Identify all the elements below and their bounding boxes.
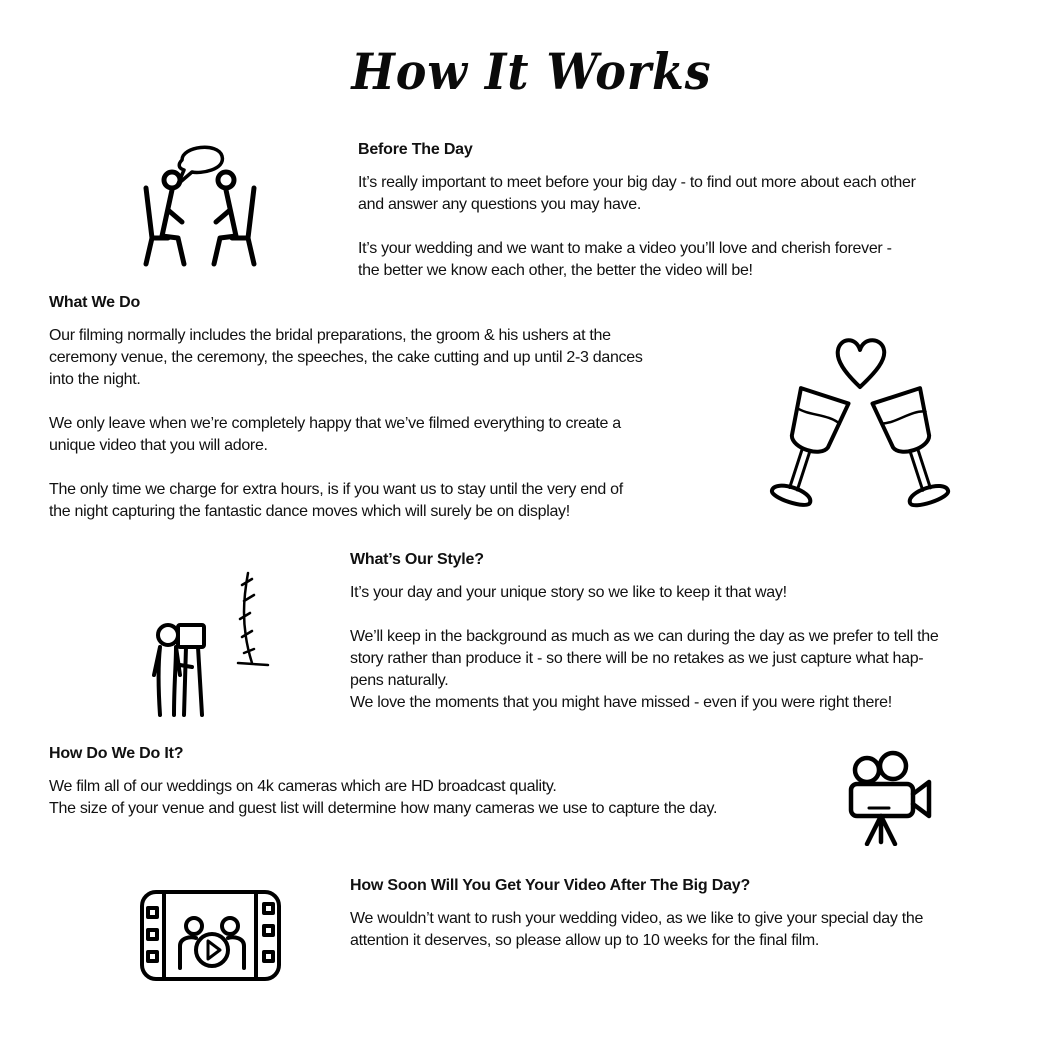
section-paragraph: It’s really important to meet before your big day - to find out more about each other and answer any questions you may have. (358, 174, 916, 213)
section-heading: How Soon Will You Get Your Video After The Big Day? (350, 877, 751, 894)
section-what-we-do (49, 293, 729, 523)
people-talking-icon (138, 138, 262, 268)
section-paragraph: We film all of our weddings on 4k cameras which are HD broadcast quality. The size of your venue and guest list will determine how many cameras we use to capture the day. (49, 778, 718, 817)
section-before-the-day (358, 140, 1018, 282)
section-paragraph: It’s your wedding and we want to make a video you’ll love and cherish forever - the better we know each other, the better the video will be! (358, 240, 892, 279)
section-heading: How Do We Do It? (49, 745, 184, 762)
section-whats-our-style (350, 550, 1020, 714)
section-how-do-we-do-it (49, 744, 829, 820)
section-paragraph: We’ll keep in the background as much as we can during the day as we prefer to tell the story rather than produce it - so there will be no retakes as we just capture what hap- pens naturally. We love the moments that you might have missed - even if you were right there! (350, 628, 939, 711)
champagne-glasses-heart-icon (758, 332, 958, 517)
video-player-icon (138, 888, 283, 983)
movie-camera-icon (845, 750, 935, 846)
section-heading: What’s Our Style? (350, 551, 484, 568)
page-title: How It Works (351, 42, 712, 101)
section-heading: Before The Day (358, 141, 473, 158)
section-how-soon (350, 876, 1020, 952)
section-paragraph: It’s your day and your unique story so we like to keep it that way! (350, 584, 787, 601)
section-paragraph: We only leave when we’re completely happy that we’ve filmed everything to create a unique video that you will adore. (49, 415, 621, 454)
section-paragraph: The only time we charge for extra hours, is if you want us to stay until the very end of the night capturing the fantastic dance moves which will surely be on display! (49, 481, 623, 520)
videographer-filming-icon (140, 565, 295, 720)
section-heading: What We Do (49, 294, 141, 311)
section-paragraph: We wouldn’t want to rush your wedding video, as we like to give your special day the attention it deserves, so please allow up to 10 weeks for the final film. (350, 910, 924, 949)
section-paragraph: Our filming normally includes the bridal preparations, the groom & his ushers at the ceremony venue, the ceremony, the speeches, the cake cutting and up until 2-3 dances into the night. (49, 327, 643, 388)
